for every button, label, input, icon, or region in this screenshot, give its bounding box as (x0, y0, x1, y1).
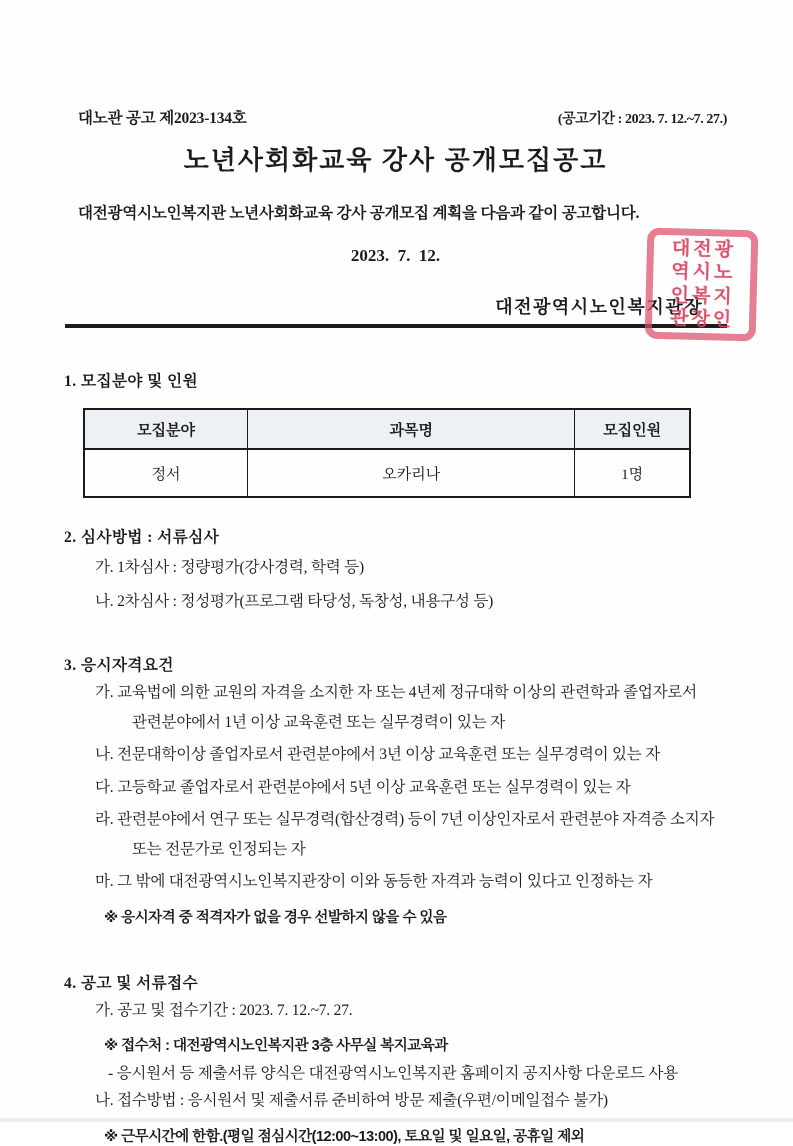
list-item: 다. 고등학교 졸업자로서 관련분야에서 5년 이상 교육훈련 또는 실무경력이 있는 자 (95, 778, 631, 796)
note-eligibility: ※ 응시자격 중 적격자가 없을 경우 선발하지 않을 수 있음 (104, 909, 447, 926)
official-seal-stamp (645, 228, 759, 342)
seal-text-line: 대전광 (671, 238, 737, 262)
section-2-heading: 2. 심사방법 : 서류심사 (64, 529, 220, 546)
note-reception-place: ※ 접수처 : 대전광역시노인복지관 3층 사무실 복지교육과 (104, 1038, 448, 1054)
signer-name: 대전광역시노인복지관장 (495, 297, 703, 317)
list-item: 나. 접수방법 : 응시원서 및 제출서류 준비하여 방문 제출(우편/이메일접수 불가) (95, 1092, 608, 1109)
recruitment-table (83, 408, 691, 498)
page-title: 노년사회화교육 강사 공개모집공고 (183, 146, 608, 175)
list-item: 가. 공고 및 접수기간 : 2023. 7. 12.~7. 27. (95, 1001, 353, 1019)
divider-rule (65, 324, 727, 328)
table-header-count: 모집인원 (575, 409, 690, 449)
section-1-heading: 1. 모집분야 및 인원 (64, 373, 199, 390)
note-office-hours: ※ 근무시간에 한함.(평일 점심시간(12:00~13:00), 토요일 및 일요일, 공휴일 제외 (104, 1128, 585, 1145)
list-item: 가. 교육법에 의한 교원의 자격을 소지한 자 또는 4년제 정규대학 이상의 관련학과 졸업자로서 관련분야에서 1년 이상 교육훈련 또는 실무경력이 있는 자 (95, 684, 697, 731)
seal-text-line: 관장인 (669, 307, 735, 331)
section-eligibility (64, 653, 727, 927)
table-cell-subject: 오카리나 (248, 449, 575, 497)
section-4-heading: 4. 공고 및 서류접수 (64, 974, 199, 992)
list-item: 나. 2차심사 : 정성평가(프로그램 타당성, 독창성, 내용구성 등) (95, 593, 494, 610)
intro-paragraph: 대전광역시노인복지관 노년사회화교육 강사 공개모집 계획을 다음과 같이 공고합니다. (78, 205, 640, 222)
table-cell-field: 정서 (84, 449, 248, 497)
list-item: 나. 전문대학이상 졸업자로서 관련분야에서 3년 이상 교육훈련 또는 실무경력이 있는 자 (95, 746, 661, 763)
document-header (64, 106, 727, 128)
scan-edge-artifact (0, 1118, 793, 1122)
table-header-row (84, 409, 690, 449)
sub-list-item: - 응시원서 등 제출서류 양식은 대전광역시노인복지관 홈페이지 공지사항 다운로드 사용 (108, 1065, 678, 1082)
notice-period: (공고기간 : 2023. 7. 12.~7. 27.) (557, 112, 727, 127)
section-recruitment-field (64, 369, 727, 498)
table-header-subject: 과목명 (248, 409, 575, 449)
table-row (84, 449, 690, 497)
list-item: 라. 관련분야에서 연구 또는 실무경력(합산경력) 등이 7년 이상인자로서 관련분야 자격증 소지자 또는 전문가로 인정되는 자 (95, 811, 715, 858)
announcement-date: 2023. 7. 12. (350, 246, 441, 265)
table-header-field: 모집분야 (84, 409, 248, 449)
doc-number: 대노관 공고 제2023-134호 (78, 110, 247, 127)
seal-text-line: 역시노 (671, 261, 736, 285)
seal-text-line: 인복지 (670, 284, 735, 308)
list-item: 마. 그 밖에 대전광역시노인복지관장이 이와 동등한 자격과 능력이 있다고 인정하는 자 (95, 873, 653, 890)
list-item: 가. 1차심사 : 정량평가(강사경력, 학력 등) (95, 559, 364, 576)
section-review-method (64, 525, 727, 615)
section-3-heading: 3. 응시자격요건 (64, 657, 174, 674)
table-cell-count: 1명 (575, 449, 690, 497)
